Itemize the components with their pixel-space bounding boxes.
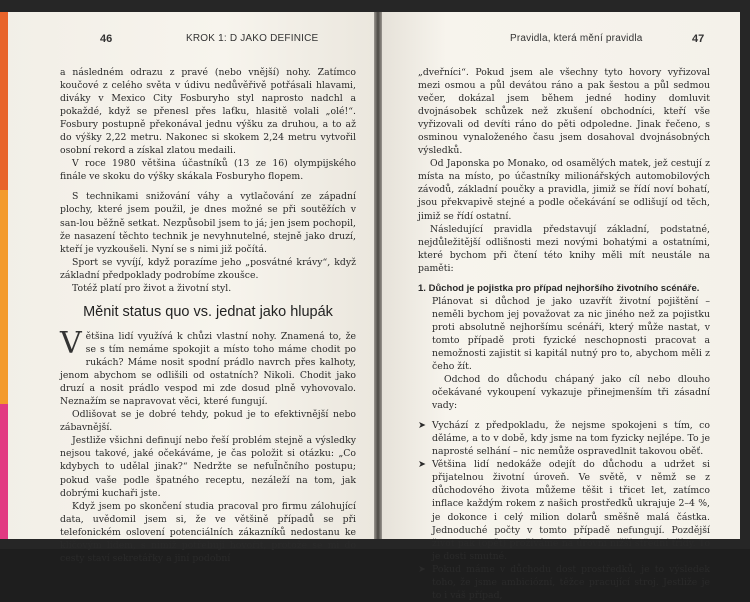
bullet-text: Vychází z předpokladu, že nejsme spokojeni s tím, co děláme, a to v době, kdy jsme na tom fyzicky nejlépe. To je naprosté selhání – nic nemůže ospravedlnit takovou oběť. bbox=[432, 420, 710, 458]
section-title: Měnit status quo vs. jednat jako hlupák bbox=[83, 304, 333, 320]
bullet-item bbox=[418, 458, 710, 562]
left-page bbox=[0, 12, 374, 564]
paragraph: Plánovat si důchod je jako uzavřít životní pojištění – neměli bychom jej považovat za nic jiného než za pojistku proti absolutně nejhoršímu scénáři, který může nastat, v tomto případě proti fyzické neschopnosti pracovat a nemožnosti zajistit si kapitál nutný pro to, abychom měli z čeho žít. bbox=[432, 295, 710, 372]
bullet-item bbox=[418, 563, 710, 602]
right-page bbox=[382, 12, 740, 601]
numbered-item-body bbox=[432, 295, 710, 412]
item-number: 1. bbox=[418, 282, 426, 294]
book-gutter bbox=[374, 12, 382, 539]
paragraph: a následném odrazu z pravé (nebo vnější) nohy. Zatímco koučové z celého světa v údivu nedůvěřivě potřásali hlavami, diváky v Mexico City Fosburyho styl naprosto nadchl a pokaždé, když se přenesl přes laťku, hlasitě volali „olé!“. Fosbury postupně překonával jednu výšku za druhou, a to až do výšky 2,22 metru. Nakonec si skokem 2,24 metru vytvořil osobní rekord a získal zlatou medaili. bbox=[60, 67, 356, 157]
paragraph: Sport se vyvíjí, když porazíme jeho „posvátné krávy“, když základní předpoklady podrobíme zkoušce. bbox=[60, 256, 356, 281]
drop-cap: V bbox=[60, 326, 82, 361]
paragraph: S technikami snižování váhy a vytlačování ze západní plochy, které jsem použil, je dnes možné se při soutěžích v san-lou běžně setkat. Nezpůsobil jsem to já; jen jsem pochopil, že nasazení těchto technik je nevyhnutelné, stejně jako druzí, kteří je vyzkoušeli. Nyní se s nimi již počítá. bbox=[60, 191, 356, 255]
right-page-number: 47 bbox=[692, 33, 705, 45]
bullet-text: Většina lidí nedokáže odejít do důchodu a udržet si přijatelnou životní úroveň. Ve světě, v němž se z důchodového života můžeme těšit i třicet let, zatímco inflace každým rokem z našich prostředků ukrajuje 2–4 %, je dokonce i celý milion dolarů směšně malá částka. Jednoduché počty v tomto případě nefungují. Pozdější život pak (opět) prožíváme na úrovni nižší střední třídy. To je dosti smutné. bbox=[432, 459, 710, 562]
paragraph: Odlišovat se je dobré tehdy, pokud je to efektivnější nebo zábavnější. bbox=[60, 409, 356, 434]
left-top-text bbox=[60, 66, 356, 295]
edge-stripe-orange bbox=[0, 12, 8, 190]
paragraph: „dveřníci“. Pokud jsem ale všechny tyto hovory vyřizoval mezi osmou a půl devátou ráno a pak šestou a půl sedmou večer, dokázal jsem během jedné hodiny domluvit dvojnásobek schůzek než zkušení obchodníci, kteří vše vyřizovali od devíti ráno do pěti odpoledne. Jinak řečeno, s osminou vynaloženého času jsem dosahoval dvojnásobných výsledků. bbox=[418, 67, 710, 157]
bullet-item bbox=[418, 419, 710, 458]
paragraph-text: ětšina lidí využívá k chůzi vlastní nohy. Znamená to, že se s tím nemáme spokojit a místo toho máme chodit po rukách? Máme nosit spodní prádlo navrch přes kalhoty, jenom abychom se odlišili od ostatních? Nikoli. Chodit jako druzí a nosit prádlo vespod mi zde dosud plně vyhovovalo. Neznažím se napravovat věci, které fungují. bbox=[60, 331, 356, 408]
edge-stripe-pink bbox=[0, 404, 8, 539]
bullet-arrow-icon: ➤ bbox=[418, 563, 426, 575]
paragraph: Jestliže všichni definují nebo řeší problém stejně a výsledky nejsou takové, jaké očekáváme, je čas položit si otázku: „Co kdybych to udělal jinak?“ Nedržte se neful̈nčního postupu; pokud vaše podle špatného receptu, nezáleží na tom, jak dobrými kuchaři jste. bbox=[60, 435, 356, 499]
paragraph: V roce 1980 většina účastníků (13 ze 16) olympijského finále ve skoku do výšky skákala Fosburyho flopem. bbox=[60, 158, 356, 183]
paragraph: Totéž platí pro život a životní styl. bbox=[72, 282, 232, 294]
paragraph: Když jsem po skončení studia pracoval pro firmu zálohující data, uvědomil jsem si, že ve většině případů se při telefonickém oslovení potenciálních zákazníků nedostanu ke klíčovým lidem, s nimiž potřebuji hovořit, protože se mi do cesty staví sekretářky a jiní podobní bbox=[60, 500, 356, 564]
bullet-arrow-icon: ➤ bbox=[418, 459, 426, 471]
numbered-heading bbox=[418, 282, 710, 295]
item-title: Důchod je pojistka pro případ nejhoršího životního scénáře. bbox=[428, 282, 700, 294]
paragraph bbox=[60, 326, 356, 408]
bullet-text: Pokud máme v důchodu dost prostředků, je to výsledek toho, že jsme ambiciózní, těžce pracující stroj. Jestliže je to i váš případ, bbox=[432, 563, 710, 601]
right-running-head: Pravidla, která mění pravidla bbox=[510, 33, 643, 44]
paragraph: Následující pravidla představují základní, podstatné, nejdůležitější odlišnosti mezi novými bohatými a ostatními, které bychom při čtení této knihy měli mít neustále na paměti: bbox=[418, 223, 710, 274]
paragraph: Od Japonska po Monako, od osamělých matek, jež cestují z místa na místo, po účastníky milionářských automobilových závodů, základní poučky a pravidla, jimiž se řídí noví bohatí, jsou překvapivě stejné a podle očekávání se odlišují od těch, jimiž se řídí ostatní. bbox=[418, 158, 710, 222]
paragraph: Odchod do důchodu chápaný jako cíl nebo dlouho očekávané vykoupení vykazuje přinejmenším tři zásadní vady: bbox=[432, 374, 710, 412]
edge-stripe-amber bbox=[0, 190, 8, 404]
left-running-head: KROK 1: D JAKO DEFINICE bbox=[186, 33, 319, 44]
bullet-arrow-icon: ➤ bbox=[418, 420, 426, 432]
right-text bbox=[418, 66, 710, 602]
left-page-number: 46 bbox=[100, 33, 113, 45]
left-section-text bbox=[60, 326, 356, 565]
